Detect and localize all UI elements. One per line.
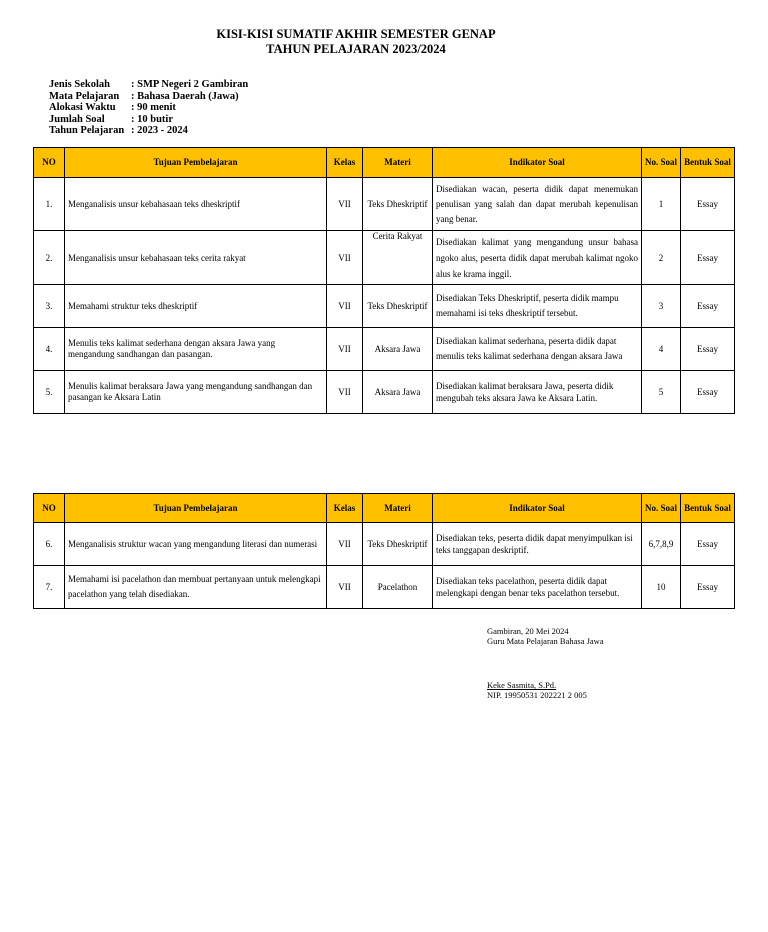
cell-no-soal: 1: [642, 178, 681, 231]
info-block: [49, 79, 248, 137]
cell-indikator: Disediakan wacan, peserta didik dapat menemukan penulisan yang salah dan dapat merubah kepenulisan yang benar.: [433, 178, 642, 231]
kisi-kisi-table-2: [33, 493, 735, 609]
info-label: Alokasi Waktu: [49, 102, 116, 113]
info-label: Jumlah Soal: [49, 113, 105, 125]
header-materi: Materi: [363, 148, 433, 178]
cell-no: 6.: [34, 523, 65, 566]
cell-indikator: Disediakan kalimat yang mengandung unsur bahasa ngoko alus, peserta didik dapat merubah kalimat ngoko alus ke krama inggil.: [433, 231, 642, 285]
cell-no-soal: 3: [642, 285, 681, 328]
header-kelas: Kelas: [327, 494, 363, 523]
cell-kelas: VII: [327, 523, 363, 566]
header-no: NO: [34, 148, 65, 178]
info-value: : 90 menit: [131, 102, 176, 113]
table-row: [34, 566, 735, 609]
cell-kelas: VII: [327, 371, 363, 414]
header-no: NO: [34, 494, 65, 523]
cell-bentuk: Essay: [681, 523, 735, 566]
cell-no: 1.: [34, 178, 65, 231]
document-subtitle: TAHUN PELAJARAN 2023/2024: [266, 42, 446, 56]
info-row-mata-pelajaran: [49, 91, 248, 103]
header-indikator: Indikator Soal: [433, 148, 642, 178]
table-row: [34, 328, 735, 371]
cell-indikator: Disediakan teks, peserta didik dapat menyimpulkan isi teks tanggapan deskriptif.: [433, 523, 642, 566]
header-bentuk-soal: Bentuk Soal: [681, 494, 735, 523]
signature-place-date: Gambiran, 20 Mei 2024: [487, 626, 569, 636]
table-header-row: [34, 494, 735, 523]
cell-materi: Cerita Rakyat: [363, 231, 433, 285]
cell-bentuk: Essay: [681, 285, 735, 328]
info-row-jumlah-soal: [49, 114, 248, 126]
cell-bentuk: Essay: [681, 231, 735, 285]
document-title: KISI-KISI SUMATIF AKHIR SEMESTER GENAP: [216, 27, 496, 41]
cell-tujuan: Memahami isi pacelathon dan membuat pertanyaan untuk melengkapi pacelathon yang telah disediakan.: [65, 566, 327, 609]
info-label: Tahun Pelajaran: [49, 125, 125, 136]
cell-no: 7.: [34, 566, 65, 609]
signature-header: [487, 626, 604, 646]
cell-no: 5.: [34, 371, 65, 414]
cell-kelas: VII: [327, 285, 363, 328]
cell-no: 4.: [34, 328, 65, 371]
cell-indikator: Disediakan teks pacelathon, peserta didik dapat melengkapi dengan benar teks pacelathon tersebut.: [433, 566, 642, 609]
cell-materi: Teks Dheskriptif: [363, 523, 433, 566]
signature-name: Keke Sasmita, S.Pd.: [487, 680, 557, 690]
kisi-kisi-table-1: [33, 147, 735, 414]
table-header-row: [34, 148, 735, 178]
info-value: : 10 butir: [131, 113, 173, 125]
cell-kelas: VII: [327, 231, 363, 285]
info-value: : Bahasa Daerah (Jawa): [131, 90, 239, 102]
cell-materi: Aksara Jawa: [363, 328, 433, 371]
info-row-tahun-pelajaran: [49, 125, 248, 137]
cell-no: 3.: [34, 285, 65, 328]
info-row-jenis-sekolah: [49, 79, 248, 91]
header-no-soal: No. Soal: [642, 494, 681, 523]
cell-no-soal: 4: [642, 328, 681, 371]
cell-bentuk: Essay: [681, 178, 735, 231]
header-tujuan: Tujuan Pembelajaran: [65, 494, 327, 523]
cell-materi: Pacelathon: [363, 566, 433, 609]
table-row: [34, 231, 735, 285]
header-kelas: Kelas: [327, 148, 363, 178]
cell-no-soal: 10: [642, 566, 681, 609]
cell-indikator: Disediakan Teks Dheskriptif, peserta didik mampu memahami isi teks dheskriptif tersebut.: [433, 285, 642, 328]
cell-no-soal: 2: [642, 231, 681, 285]
info-value: : SMP Negeri 2 Gambiran: [131, 79, 249, 90]
signature-nip: NIP. 19950531 202221 2 005: [487, 690, 587, 700]
header-indikator: Indikator Soal: [433, 494, 642, 523]
header-no-soal: No. Soal: [642, 148, 681, 178]
cell-indikator: Disediakan kalimat beraksara Jawa, peserta didik mengubah teks aksara Jawa ke Aksara Latin.: [433, 371, 642, 414]
signature-footer: [487, 680, 587, 700]
cell-kelas: VII: [327, 566, 363, 609]
info-label: Jenis Sekolah: [49, 79, 110, 90]
cell-tujuan: Memahami struktur teks dheskriptif: [65, 285, 327, 328]
cell-tujuan: Menganalisis unsur kebahasaan teks dheskriptif: [65, 178, 327, 231]
cell-tujuan: Menulis teks kalimat sederhana dengan aksara Jawa yang mengandung sandhangan dan pasangan.: [65, 328, 327, 371]
header-tujuan: Tujuan Pembelajaran: [65, 148, 327, 178]
cell-indikator: Disediakan kalimat sederhana, peserta didik dapat menulis teks kalimat sederhana dengan aksara Jawa: [433, 328, 642, 371]
cell-tujuan: Menulis kalimat beraksara Jawa yang mengandung sandhangan dan pasangan ke Aksara Latin: [65, 371, 327, 414]
table-row: [34, 285, 735, 328]
table-row: [34, 523, 735, 566]
signature-role: Guru Mata Pelajaran Bahasa Jawa: [487, 636, 604, 646]
cell-materi: Teks Dheskriptif: [363, 285, 433, 328]
cell-materi: Teks Dheskriptif: [363, 178, 433, 231]
cell-no-soal: 5: [642, 371, 681, 414]
cell-tujuan: Menganalisis unsur kebahasaan teks cerita rakyat: [65, 231, 327, 285]
cell-no-soal: 6,7,8,9: [642, 523, 681, 566]
info-value: : 2023 - 2024: [131, 125, 188, 136]
cell-no: 2.: [34, 231, 65, 285]
cell-tujuan: Menganalisis struktur wacan yang mengandung literasi dan numerasi: [65, 523, 327, 566]
cell-kelas: VII: [327, 328, 363, 371]
info-label: Mata Pelajaran: [49, 90, 120, 102]
cell-materi: Aksara Jawa: [363, 371, 433, 414]
table-row: [34, 178, 735, 231]
table-row: [34, 371, 735, 414]
cell-kelas: VII: [327, 178, 363, 231]
cell-bentuk: Essay: [681, 371, 735, 414]
cell-bentuk: Essay: [681, 328, 735, 371]
info-row-alokasi-waktu: [49, 102, 248, 114]
header-bentuk-soal: Bentuk Soal: [681, 148, 735, 178]
cell-bentuk: Essay: [681, 566, 735, 609]
header-materi: Materi: [363, 494, 433, 523]
